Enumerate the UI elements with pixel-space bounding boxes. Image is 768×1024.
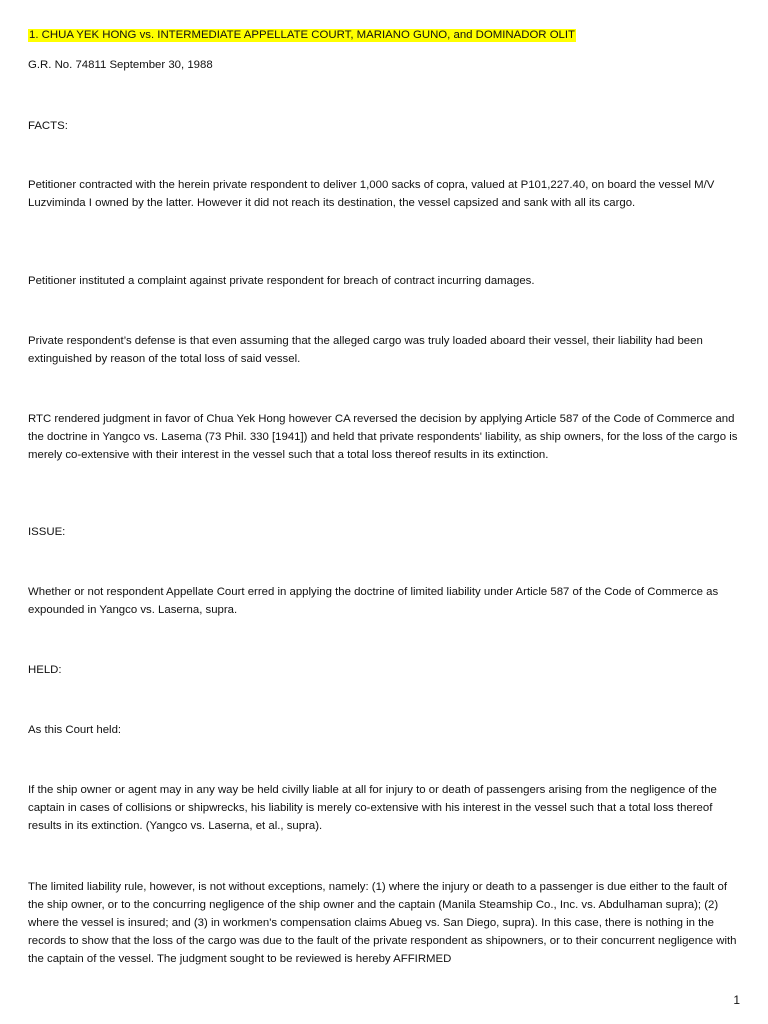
case-title-highlight: 1. CHUA YEK HONG vs. INTERMEDIATE APPELLATE COURT, MARIANO GUNO, and DOMINADOR OLIT — [29, 29, 576, 41]
held-paragraph-1: If the ship owner or agent may in any way be held civilly liable at all for injury to or death of passengers arising from the negligence of the captain in cases of collisions or shipwrecks, his liability is merely co-extensive with his interest in the vessel such that a total loss thereof results in its extinction. (Yangco vs. Laserna, et al., supra). — [28, 784, 717, 832]
held-heading: HELD: — [28, 664, 62, 676]
case-title — [28, 26, 576, 44]
held-intro: As this Court held: — [28, 724, 122, 736]
facts-paragraph-4: RTC rendered judgment in favor of Chua Yek Hong however CA reversed the decision by applying Article 587 of the Code of Commerce and the doctrine in Yangco vs. Lasema (73 Phil. 330 [1941]) and held that private respondents' liability, as ship owners, for the loss of the cargo is merely co-extensive with their interest in the vessel such that a total loss thereof results in its extinction. — [28, 413, 738, 461]
facts-paragraph-2: Petitioner instituted a complaint against private respondent for breach of contract incurring damages. — [28, 275, 535, 287]
facts-heading: FACTS: — [28, 120, 68, 132]
facts-paragraph-1: Petitioner contracted with the herein private respondent to deliver 1,000 sacks of copra, valued at P101,227.40, on board the vessel M/V Luzviminda I owned by the latter. However it did not reach its destination, the vessel capsized and sank with all its cargo. — [28, 179, 715, 209]
case-number-date: G.R. No. 74811 September 30, 1988 — [28, 59, 213, 71]
issue-heading: ISSUE: — [28, 526, 66, 538]
issue-paragraph: Whether or not respondent Appellate Court erred in applying the doctrine of limited liability under Article 587 of the Code of Commerce as expounded in Yangco vs. Laserna, supra. — [28, 586, 719, 616]
facts-paragraph-3: Private respondent’s defense is that even assuming that the alleged cargo was truly loaded aboard their vessel, their liability had been extinguished by reason of the total loss of said vessel. — [28, 335, 703, 365]
held-paragraph-2: The limited liability rule, however, is not without exceptions, namely: (1) where the injury or death to a passenger is due either to the fault of the ship owner, or to the concurring negligence of the ship owner and the captain (Manila Steamship Co., Inc. vs. Abdulhaman supra); (2) where the vessel is insured; and (3) in workmen's compensation claims Abueg vs. San Diego, supra). In this case, there is nothing in the records to show that the loss of the cargo was due to the fault of the private respondent as shipowners, or to their concurrent negligence with the captain of the vessel. The judgment sought to be reviewed is hereby AFFIRMED — [28, 881, 737, 965]
page-number: 1 — [733, 993, 740, 1007]
